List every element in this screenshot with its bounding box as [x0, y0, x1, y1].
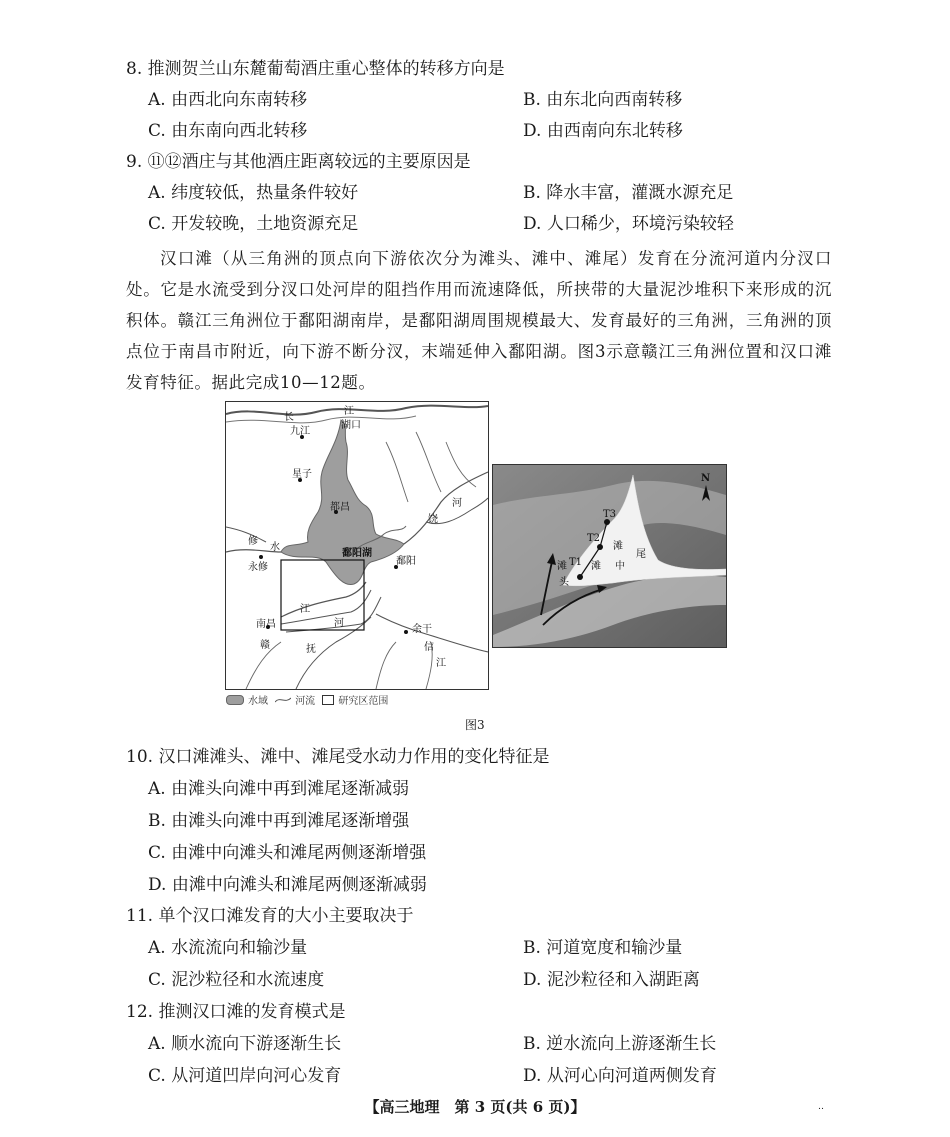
label-zhong: 中 — [615, 561, 625, 572]
legend-river-label: 河流 — [295, 696, 316, 707]
legend-water-swatch — [226, 695, 244, 705]
label-tan-1: 滩 — [557, 561, 567, 572]
legend-area-label: 研究区范围 — [338, 696, 389, 707]
photo-drawing — [493, 465, 726, 647]
legend-river-swatch — [275, 696, 291, 704]
question-8-stem: 8. 推测贺兰山东麓葡萄酒庄重心整体的转移方向是 — [126, 59, 505, 79]
corner-mark: ‥ — [818, 1102, 825, 1112]
label-jiang-bot: 江 — [436, 658, 446, 669]
aerial-photo — [492, 464, 727, 648]
label-wei: 尾 — [636, 549, 646, 560]
question-11-option-b: B. 河道宽度和输沙量 — [523, 938, 683, 958]
label-tan-2: 滩 — [591, 561, 601, 572]
label-xiu: 修 — [248, 536, 258, 547]
label-t3: T3 — [603, 509, 617, 520]
label-xingzi: 星子 — [292, 469, 312, 480]
question-9-option-a: A. 纬度较低，热量条件较好 — [148, 183, 359, 203]
question-9-option-d: D. 人口稀少，环境污染较轻 — [523, 214, 734, 234]
question-8-option-d: D. 由西南向东北转移 — [523, 121, 683, 141]
label-shui: 水 — [270, 542, 280, 553]
question-9-option-b: B. 降水丰富，灌溉水源充足 — [523, 183, 734, 203]
label-tan-3: 滩 — [613, 541, 623, 552]
question-8-option-b: B. 由东北向西南转移 — [523, 90, 683, 110]
question-11-option-a: A. 水流流向和输沙量 — [148, 938, 308, 958]
label-nanchang: 南昌 — [256, 619, 276, 630]
question-12-option-b: B. 逆水流向上游逐渐生长 — [523, 1034, 717, 1054]
label-hukou: 湖口 — [341, 420, 361, 431]
legend-water-label: 水域 — [248, 696, 268, 707]
label-rao: 饶 — [428, 514, 438, 525]
map-legend — [226, 692, 392, 707]
label-poyanghu: 鄱阳湖 — [342, 548, 372, 559]
label-chang: 长 — [284, 412, 294, 423]
question-10-option-b: B. 由滩头向滩中再到滩尾逐渐增强 — [148, 811, 410, 831]
question-8-option-c: C. 由东南向西北转移 — [148, 121, 308, 141]
label-jiujiang: 九江 — [290, 426, 310, 437]
legend-area-swatch — [322, 695, 334, 705]
label-jiang-mid: 江 — [300, 604, 310, 615]
question-8-option-a: A. 由西北向东南转移 — [148, 90, 308, 110]
label-gan: 赣 — [260, 640, 270, 651]
label-yugan: 余干 — [412, 624, 432, 635]
label-fu: 抚 — [306, 644, 316, 655]
question-11-stem: 11. 单个汉口滩发育的大小主要取决于 — [126, 906, 414, 926]
question-11-option-c: C. 泥沙粒径和水流速度 — [148, 970, 325, 990]
passage: 汉口滩（从三角洲的顶点向下游依次分为滩头、滩中、滩尾）发育在分流河道内分汊口处。它是水流受到分汊口处河岸的阻挡作用而流速降低，所挟带的大量泥沙堆积下来形成的沉积体。赣江三角洲位于鄱阳湖南岸，是鄱阳湖周围规模最大、发育最好的三角洲，三角洲的顶点位于南昌市附近，向下游不断分汊，末端延伸入鄱阳湖。图3示意赣江三角洲位置和汉口滩发育特征。据此完成10—12题。 — [126, 249, 832, 392]
question-11-option-d: D. 泥沙粒径和入湖距离 — [523, 970, 700, 990]
question-9-stem: 9. ⑪⑫酒庄与其他酒庄距离较远的主要原因是 — [126, 152, 471, 172]
figure-caption: 图3 — [465, 718, 485, 732]
question-10-option-a: A. 由滩头向滩中再到滩尾逐渐减弱 — [148, 779, 410, 799]
label-he: 河 — [452, 498, 462, 509]
label-he-mid: 河 — [334, 618, 344, 629]
location-map — [225, 401, 489, 690]
north-arrow-label: N — [701, 473, 711, 484]
question-10-option-c: C. 由滩中向滩头和滩尾两侧逐渐增强 — [148, 843, 427, 863]
question-12-option-c: C. 从河道凹岸向河心发育 — [148, 1066, 342, 1086]
question-10-option-d: D. 由滩中向滩头和滩尾两侧逐渐减弱 — [148, 875, 427, 895]
label-jiang-top: 江 — [344, 406, 354, 417]
question-12-option-d: D. 从河心向河道两侧发育 — [523, 1066, 717, 1086]
label-xin: 信 — [424, 642, 434, 653]
label-t2: T2 — [587, 533, 601, 544]
label-duchang: 都昌 — [330, 502, 350, 513]
question-9-option-c: C. 开发较晚，土地资源充足 — [148, 214, 359, 234]
question-12-stem: 12. 推测汉口滩的发育模式是 — [126, 1002, 346, 1022]
label-poyang: 鄱阳 — [396, 556, 416, 567]
question-10-stem: 10. 汉口滩滩头、滩中、滩尾受水动力作用的变化特征是 — [126, 747, 550, 767]
label-t1: T1 — [569, 557, 583, 568]
question-12-option-a: A. 顺水流向下游逐渐生长 — [148, 1034, 342, 1054]
page-footer: 【高三地理 第 3 页(共 6 页)】 — [364, 1098, 586, 1116]
label-tou: 头 — [559, 577, 569, 588]
label-yongxiu: 永修 — [248, 562, 268, 573]
